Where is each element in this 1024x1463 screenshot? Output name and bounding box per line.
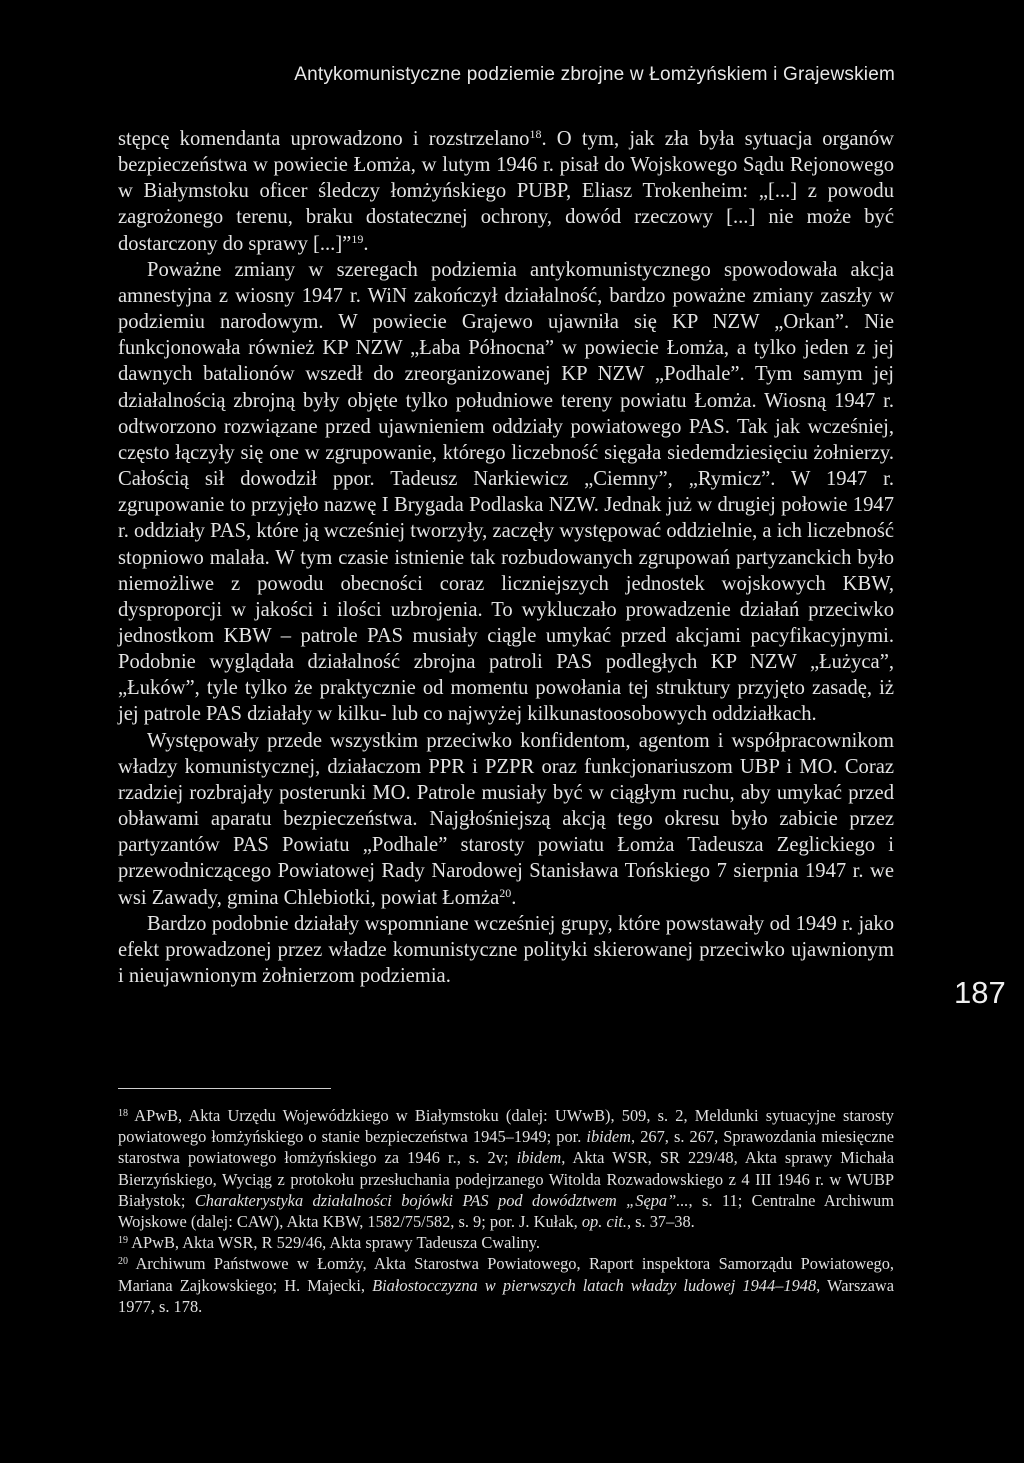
- running-header: Antykomunistyczne podziemie zbrojne w Łomżyńskiem i Grajewskiem: [294, 64, 895, 85]
- footnote-20-number: 20: [118, 1256, 128, 1268]
- main-text: [118, 126, 894, 989]
- footnote-20-text-b: , Warszawa 1977, s. 178.: [118, 1275, 894, 1316]
- paragraph-1-end: .: [363, 232, 369, 255]
- footnote-ref-19: 19: [351, 231, 364, 246]
- footnote-divider: [118, 1088, 331, 1089]
- footnote-18-text-d: , s. 11; Centralne Archiwum Wojskowe (dalej: CAW), Akta KBW, 1582/75/582, s. 9; por. J. Kułak,: [118, 1190, 894, 1232]
- footnote-20: [118, 1253, 894, 1317]
- paragraph-1: [118, 126, 894, 257]
- footnote-20-text-a: Archiwum Państwowe w Łomży, Akta Starostwa Powiatowego, Raport inspektora Samorządu Powiatowego, Mariana Zajkowskiego; H. Majecki,: [118, 1254, 894, 1295]
- paragraph-3: [118, 728, 894, 911]
- footnote-18-text-b: , 267, s. 267, Sprawozdania miesięczne starostwa powiatowego łomżyńskiego za 1946 r., s. 2v;: [118, 1127, 894, 1168]
- footnote-19-text: APwB, Akta WSR, R 529/46, Akta sprawy Tadeusza Cwaliny.: [128, 1233, 540, 1253]
- footnote-18-number: 18: [118, 1108, 128, 1119]
- footnote-18: [118, 1105, 894, 1232]
- paragraph-3-text: Występowały przede wszystkim przeciwko konfidentom, agentom i współpracownikom władzy komunistycznej, działaczom PPR i PZPR oraz funkcjonariuszom UBP i MO. Coraz rzadziej rozbrajały posterunki MO. Patrole musiały być w ciągłym ruchu, aby umykać przed obławami aparatu bezpieczeństwa. Najgłośniejszą akcją tego okresu było zabicie przez partyzantów PAS Powiatu „Podhale” starosty powiatu Łomża Tadeusza Zeglickiego i przewodniczącego Powiatowej Rady Narodowej Stanisława Tońskiego 7 sierpnia 1947 r. we wsi Zawady, gmina Chlebiotki, powiat Łomża: [118, 729, 894, 909]
- footnote-20-italic: Białostocczyzna w pierwszych latach władzy ludowej 1944–1948: [372, 1275, 817, 1295]
- paragraph-4: Bardzo podobnie działały wspomniane wcześniej grupy, które powstawały od 1949 r. jako efekt prowadzonej przez władze komunistyczne polityki skierowanej przeciwko ujawnionym i nieujawnionym żołnierzom podziemia.: [118, 912, 894, 987]
- footnote-18-italic-3: Charakterystyka działalności bojówki PAS pod dowództwem „Sępa”...: [194, 1190, 689, 1210]
- footnote-19-number: 19: [118, 1235, 128, 1247]
- footnote-ref-20: 20: [499, 885, 512, 900]
- page-number: 187: [954, 975, 1006, 1010]
- paragraph-2: Poważne zmiany w szeregach podziemia antykomunistycznego spowodowała akcja amnestyjna z wiosny 1947 r. WiN zakończył działalność, bardzo poważne zmiany zaszły w podziemiu narodowym. W powiecie Grajewo ujawniła się KP NZW „Orkan”. Nie funkcjonowała również KP NZW „Łaba Północna” w powiecie Łomża, a tylko jeden z jej dawnych batalionów wszedł do zreorganizowanej KP NZW „Podhale”. Tym samym jej działalnością zbrojną były objęte tylko południowe tereny powiatu Łomża. Wiosną 1947 r. odtworzono rozwiązane przed ujawnieniem oddziały powiatowego PAS. Tak jak wcześniej, często łączyły się one w zgrupowanie, którego liczebność sięgała siedemdziesięciu żołnierzy. Całością sił dowodził ppor. Tadeusz Narkiewicz „Ciemny”, „Rymicz”. W 1947 r. zgrupowanie to przyjęło nazwę I Brygada Podlaska NZW. Jednak już w drugiej połowie 1947 r. oddziały PAS, które ją wcześniej tworzyły, zaczęły występować oddzielnie, a ich liczebność stopniowo malała. W tym czasie istnienie tak rozbudowanych zgrupowań partyzanckich było niemożliwe z powodu obecności coraz liczniejszych jednostek wojskowych KBW, dysproporcji w jakości i ilości uzbrojenia. To wykluczało prowadzenie działań przeciwko jednostkom KBW – patrole PAS musiały ciągle umykać przed akcjami pacyfikacyjnymi. Podobnie wyglądała działalność zbrojna patroli PAS podległych KP NZW „Łużyca”, „Łuków”, tyle tylko że praktycznie od momentu powołania tej struktury przyjęto zasadę, iż jej patrole PAS działały w kilku- lub co najwyżej kilkunastoosobowych oddziałkach.: [118, 258, 894, 726]
- footnote-18-italic-4: op. cit.: [581, 1212, 627, 1232]
- footnote-18-text-c: , Akta WSR, SR 229/48, Akta sprawy Michała Bierzyńskiego, Wyciąg z protokołu przesłuchania podejrzanego Witolda Rozwadowskiego z 4 III 1946 r. w WUBP Białystok;: [118, 1148, 895, 1210]
- footnote-18-text-a: APwB, Akta Urzędu Wojewódzkiego w Białymstoku (dalej: UWwB), 509, s. 2, Meldunki sytuacyjne starosty powiatowego łomżyńskiego o stanie bezpieczeństwa 1945–1949; por.: [118, 1106, 894, 1147]
- paragraph-1-text: stępcę komendanta uprowadzono i rozstrzelano: [118, 128, 530, 150]
- footnote-19: [118, 1232, 894, 1253]
- footnote-18-italic-2: ibidem: [516, 1148, 562, 1168]
- paragraph-1-text-2: . O tym, jak zła była sytuacja organów bezpieczeństwa w powiecie Łomża, w lutym 1946 r. pisał do Wojskowego Sądu Rejonowego w Białymstoku oficer śledczy łomżyńskiego PUBP, Eliasz Trokenheim: „[...] z powodu zagrożonego terenu, braku dostatecznej ochrony, dowód rzeczowy [...] nie może być dostarczony do sprawy [...]”: [118, 128, 894, 255]
- footnote-18-italic-1: ibidem: [586, 1127, 632, 1147]
- footnotes: [118, 1105, 894, 1317]
- paragraph-3-end: .: [511, 886, 517, 909]
- footnote-ref-18: 18: [529, 127, 542, 141]
- footnote-18-text-e: , s. 37–38.: [626, 1212, 695, 1232]
